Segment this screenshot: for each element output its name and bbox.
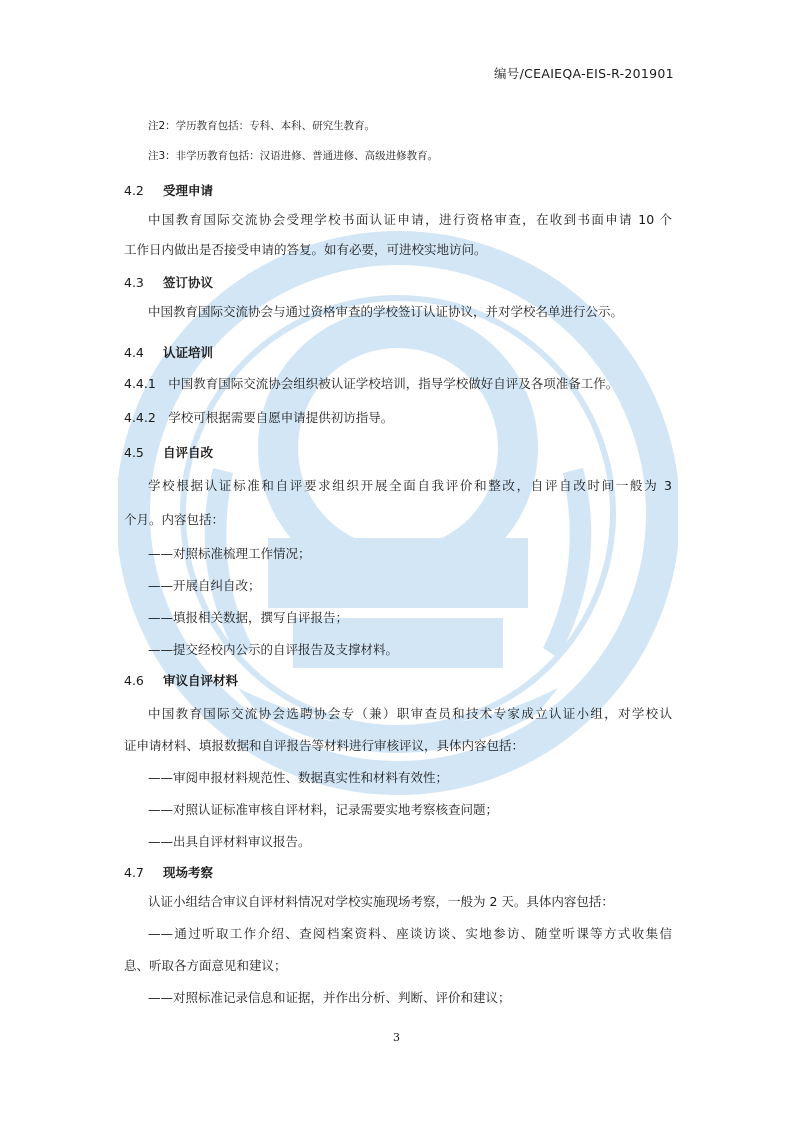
section-title: 审议自评材料 — [162, 673, 238, 688]
section-title: 受理申请 — [162, 183, 213, 198]
section-heading-4-7 — [124, 862, 213, 881]
section-title: 自评自改 — [162, 445, 213, 460]
section-heading-4-3 — [124, 272, 213, 291]
section-number: 4.4 — [124, 345, 144, 360]
section-number: 4.6 — [124, 673, 144, 688]
list-item: ——审阅申报材料规范性、数据真实性和材料有效性； — [148, 770, 449, 785]
paragraph-line: 中国教育国际交流协会与通过资格审查的学校签订认证协议，并对学校名单进行公示。 — [148, 304, 624, 319]
list-item-continuation: 息、听取各方面意见和建议； — [124, 958, 287, 973]
paragraph-line: 工作日内做出是否接受申请的答复。如有必要，可进校实地访问。 — [124, 242, 487, 257]
document-number: 编号/CEAIEQA-EIS-R-201901 — [494, 66, 674, 81]
list-item: ——对照认证标准审核自评材料，记录需要实地考察核查问题； — [148, 802, 499, 817]
list-item: ——对照标准梳理工作情况； — [148, 546, 311, 561]
paragraph-line: 中国教育国际交流协会选聘协会专（兼）职审查员和技术专家成立认证小组，对学校认 — [148, 706, 672, 721]
section-number: 4.2 — [124, 183, 144, 198]
section-heading-4-5 — [124, 442, 213, 461]
list-item: ——出具自评材料审议报告。 — [148, 834, 311, 849]
section-title: 认证培训 — [162, 345, 213, 360]
note-3: 注3：非学历教育包括：汉语进修、普通进修、高级进修教育。 — [148, 150, 439, 162]
section-heading-4-4 — [124, 342, 213, 361]
list-item: ——填报相关数据，撰写自评报告； — [148, 610, 349, 625]
paragraph-line: 证申请材料、填报数据和自评报告等材料进行审核评议，具体内容包括： — [124, 738, 525, 753]
subsection-4-4-2: 4.4.2 学校可根据需要自愿申请提供初访指导。 — [124, 410, 394, 425]
section-number: 4.7 — [124, 865, 144, 880]
list-item: ——对照标准记录信息和证据，并作出分析、判断、评价和建议； — [148, 990, 511, 1005]
section-title: 现场考察 — [162, 865, 213, 880]
section-heading-4-6 — [124, 670, 238, 689]
section-number: 4.5 — [124, 445, 144, 460]
list-item: ——开展自纠自改； — [148, 578, 261, 593]
note-2: 注2：学历教育包括：专科、本科、研究生教育。 — [148, 120, 376, 132]
subsection-4-4-1: 4.4.1 中国教育国际交流协会组织被认证学校培训，指导学校做好自评及各项准备工作。 — [124, 376, 619, 391]
section-heading-4-2 — [124, 180, 213, 199]
section-title: 签订协议 — [162, 275, 213, 290]
page-number: 3 — [393, 1031, 400, 1044]
section-number: 4.3 — [124, 275, 144, 290]
list-item: ——通过听取工作介绍、查阅档案资料、座谈访谈、实地参访、随堂听课等方式收集信 — [148, 926, 672, 941]
paragraph-line: 个月。内容包括： — [124, 512, 225, 527]
paragraph-line: 中国教育国际交流协会受理学校书面认证申请，进行资格审查，在收到书面申请 10 个 — [148, 212, 672, 227]
paragraph-line: 认证小组结合审议自评材料情况对学校实施现场考察，一般为 2 天。具体内容包括： — [148, 894, 614, 909]
list-item: ——提交经校内公示的自评报告及支撑材料。 — [148, 642, 399, 657]
paragraph-line: 学校根据认证标准和自评要求组织开展全面自我评价和整改，自评自改时间一般为 3 — [148, 478, 672, 493]
